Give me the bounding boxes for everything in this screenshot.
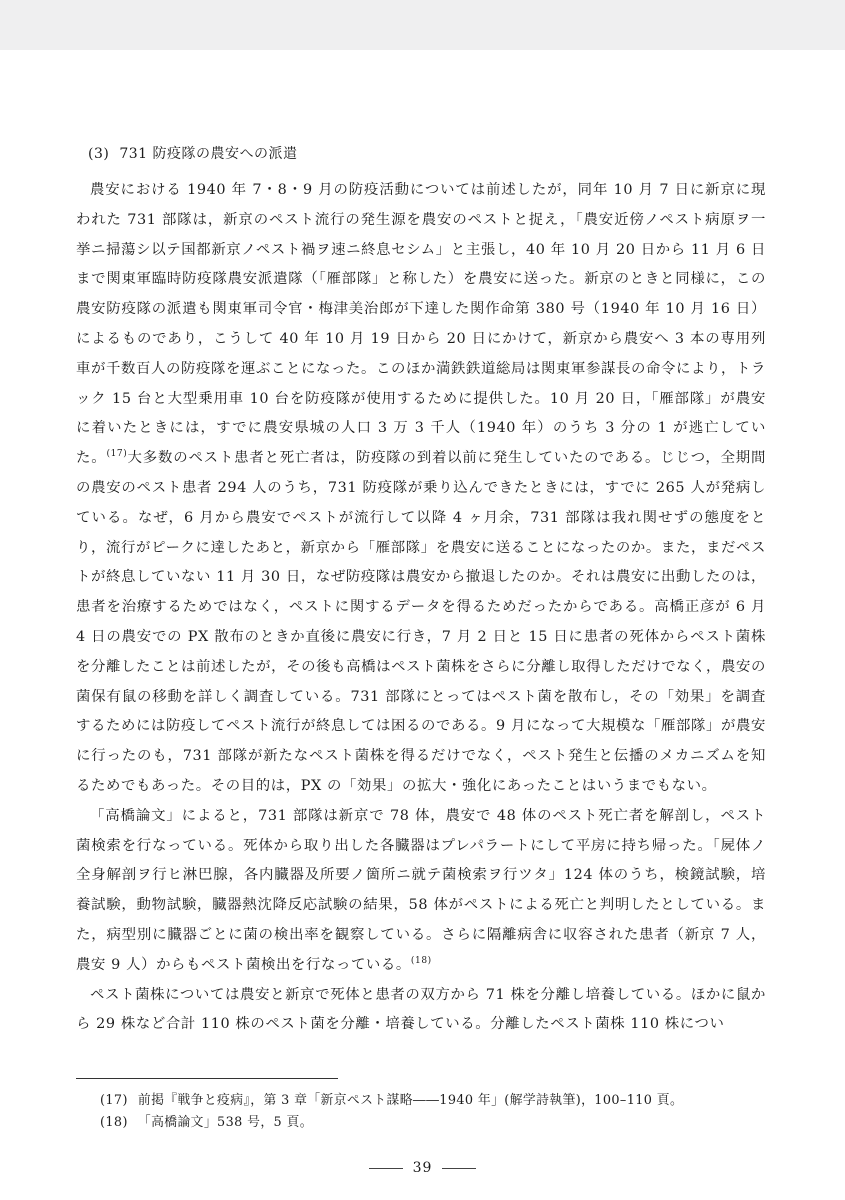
page-number-dash-right [442, 1168, 476, 1169]
paragraph-1 [76, 176, 766, 802]
paragraph-text: ペスト菌株については農安と新京で死体と患者の双方から 71 株を分離し培養している。ほかに鼠から 29 株など合計 110 株のペスト菌を分離・培養している。分離したペスト菌株 110 株につい [76, 986, 766, 1033]
page-number-dash-left [369, 1168, 403, 1169]
footnotes [100, 1090, 760, 1134]
footnote-ref-17: (17) [106, 449, 128, 460]
paragraph-2 [76, 802, 766, 981]
section-title: 731 防疫隊の農安への派遣 [119, 146, 298, 162]
viewer-top-band [0, 0, 845, 50]
footnote-number: (18) [100, 1115, 128, 1130]
paragraph-text: 農安における 1940 年 7・8・9 月の防疫活動については前述したが，同年 10 月 7 日に新京に現われた 731 部隊は，新京のペスト流行の発生源を農安のペストと捉え，「農安近傍ノペスト病原ヲ一挙ニ掃蕩シ以テ国都新京ノペスト禍ヲ速ニ終息セシム」と主張し，40 年 10 月 20 日から 11 月 6 日まで関東軍臨時防疫隊農安派遣隊（「雁部隊」と称した）を農安に送った。新京のときと同様に，この農安防疫隊の派遣も関東軍司令官・梅津美治郎が下達した関作命第 380 号（1940 年 10 月 16 日）によるものであり，こうして 40 年 10 月 19 日から 20 日にかけて，新京から農安へ 3 本の専用列車が千数百人の防疫隊を運ぶことになった。このほか満鉄鉄道総局は関東軍参謀長の命令により，トラック 15 台と大型乗用車 10 台を防疫隊が使用するために提供した。10 月 20 日，「雁部隊」が農安に着いたときには，すでに農安県城の人口 3 万 3 千人（1940 年）のうち 3 分の 1 が逃亡していた。 [76, 182, 766, 467]
footnote-number: (17) [100, 1093, 128, 1108]
footnote-ref-18: (18) [410, 955, 432, 966]
section-number: (3) [88, 146, 110, 162]
footnote-text: 前掲『戦争と疫病』，第 3 章「新京ペスト謀略――1940 年」(解学詩執筆)，100–110 頁。 [137, 1093, 684, 1108]
section-heading [88, 140, 766, 168]
footnote-divider [76, 1078, 338, 1079]
page-number-value: 39 [412, 1160, 433, 1176]
paragraph-text: 「高橋論文」によると，731 部隊は新京で 78 体，農安で 48 体のペスト死亡者を解剖し，ペスト菌検索を行なっている。死体から取り出した各臓器はプレパラートにして平房に持ち帰った。「屍体ノ全身解剖ヲ行ヒ淋巴腺，各内臓器及所要ノ箇所ニ就テ菌検索ヲ行ツタ」124 体のうち，検鏡試験，培養試験，動物試験，臓器熱沈降反応試験の結果，58 体がペストによる死亡と判明したとしている。また，病型別に臓器ごとに菌の検出率を観察している。さらに隔離病舎に収容された患者（新京 7 人，農安 9 人）からもペスト菌検出を行なっている。 [76, 807, 766, 973]
page-body [76, 140, 766, 1040]
paragraph-text: 大多数のペスト患者と死亡者は，防疫隊の到着以前に発生していたのである。じじつ，全期間の農安のペスト患者 294 人のうち，731 防疫隊が乗り込んできたときには，すでに 265 人が発病している。なぜ，6 月から農安でペストが流行して以降 4 ヶ月余，731 部隊は我れ関せずの態度をとり，流行がピークに達したあと，新京から「雁部隊」を農安に送ることになったのか。また，まだペストが終息していない 11 月 30 日，なぜ防疫隊は農安から撤退したのか。それは農安に出動したのは，患者を治療するためではなく，ペストに関するデータを得るためだったからである。高橋正彦が 6 月 4 日の農安での PX 散布のときか直後に農安に行き，7 月 2 日と 15 日に患者の死体からペスト菌株を分離したことは前述したが，その後も高橋はペスト菌株をさらに分離し取得しただけでなく，農安の菌保有鼠の移動を詳しく調査している。731 部隊にとってはペスト菌を散布し，その「効果」を調査するためには防疫してペスト流行が終息しては困るのである。9 月になって大規模な「雁部隊」が農安に行ったのも，731 部隊が新たなペスト菌株を得るだけでなく，ペスト発生と伝播のメカニズムを知るためでもあった。その目的は，PX の「効果」の拡大・強化にあったことはいうまでもない。 [76, 450, 766, 794]
footnote-18 [100, 1112, 760, 1134]
paragraph-3 [76, 981, 766, 1041]
footnote-text: 「高橋論文」538 号，5 頁。 [137, 1115, 313, 1130]
footnote-17 [100, 1090, 760, 1112]
page-number [0, 1160, 845, 1176]
